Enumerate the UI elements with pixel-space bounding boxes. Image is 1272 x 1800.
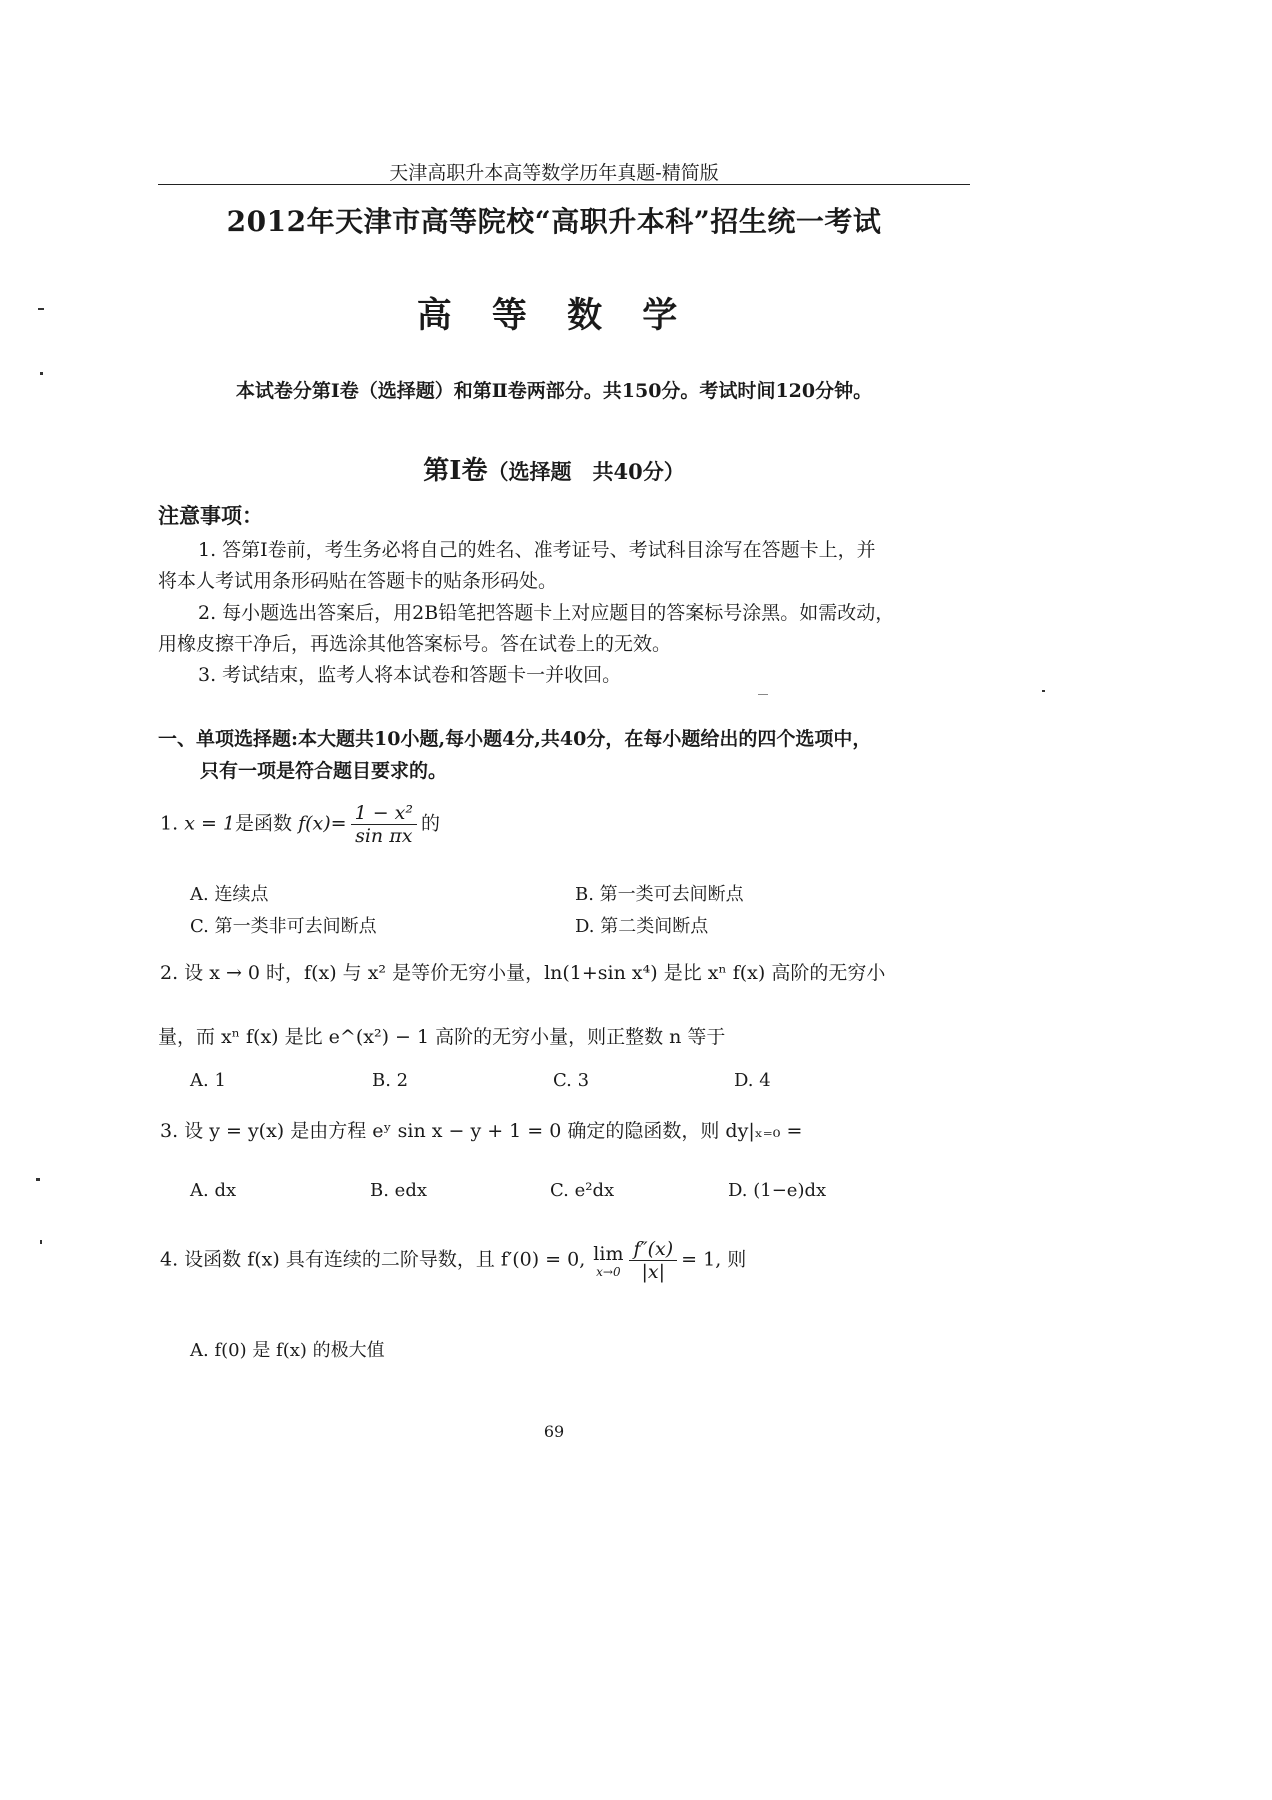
scan-speck	[1042, 690, 1045, 692]
q1-frac-den: sin πx	[355, 825, 413, 847]
q1-text: 是函数	[235, 812, 293, 835]
q2-line-2: 量，而 xⁿ f(x) 是比 e^(x²) − 1 高阶的无穷小量，则正整数 n 等于	[158, 1026, 726, 1048]
q3-option-a: A. dx	[190, 1180, 237, 1201]
q1-option-d: D. 第二类间断点	[575, 916, 709, 937]
notice-heading: 注意事项：	[158, 503, 263, 528]
notice-line-1: 1. 答第Ⅰ卷前，考生务必将自己的姓名、准考证号、考试科目涂写在答题卡上，并	[198, 539, 876, 561]
scan-speck	[38, 308, 44, 310]
header-rule	[158, 184, 970, 185]
exam-title: 2012年天津市高等院校“高职升本科”招生统一考试	[226, 205, 882, 238]
scan-speck	[36, 1178, 40, 1181]
running-header: 天津高职升本高等数学历年真题-精简版	[389, 162, 719, 184]
q3-line: 3. 设 y = y(x) 是由方程 eʸ sin x − y + 1 = 0 确定的隐函数，则 dy|ₓ₌₀ =	[160, 1120, 803, 1142]
subject-title: 高 等 数 学	[416, 295, 692, 336]
q1-tail: 的	[420, 812, 440, 835]
q4-limit	[593, 1243, 623, 1279]
q1-option-b: B. 第一类可去间断点	[575, 884, 744, 905]
q2-line-1: 2. 设 x → 0 时，f(x) 与 x² 是等价无穷小量，ln(1+sin x⁴) 是比 xⁿ f(x) 高阶的无穷小	[160, 962, 886, 984]
page-number: 69	[543, 1422, 565, 1441]
exam-intro: 本试卷分第Ⅰ卷（选择题）和第Ⅱ卷两部分。共150分。考试时间120分钟。	[235, 380, 873, 402]
scan-speck	[758, 694, 768, 695]
q1-lhs: x = 1	[184, 812, 235, 835]
q2-option-b: B. 2	[372, 1070, 409, 1091]
q4-lim-sub: x→0	[596, 1264, 621, 1279]
part1-subtitle: （选择题 共40分）	[487, 459, 685, 484]
q1-option-c: C. 第一类非可去间断点	[190, 916, 377, 937]
q3-option-b: B. edx	[370, 1180, 427, 1201]
q2-option-c: C. 3	[553, 1070, 590, 1091]
q4-lim: lim	[593, 1242, 624, 1265]
section1-line-2: 只有一项是符合题目要求的。	[200, 760, 448, 782]
q3-option-d: D. (1−e)dx	[728, 1180, 827, 1201]
q4-frac-den: |x|	[641, 1261, 666, 1283]
q3-option-c: C. e²dx	[550, 1180, 615, 1201]
q4-fraction	[629, 1238, 677, 1283]
question-4	[160, 1238, 746, 1283]
notice-line-2: 将本人考试用条形码贴在答题卡的贴条形码处。	[158, 570, 558, 592]
notice-line-4: 用橡皮擦干净后，再选涂其他答案标号。答在试卷上的无效。	[158, 633, 672, 655]
q4-pre: 4. 设函数 f(x) 具有连续的二阶导数，且 f′(0) = 0,	[160, 1248, 586, 1271]
q4-frac-num: f″(x)	[629, 1238, 677, 1261]
q2-option-d: D. 4	[734, 1070, 771, 1091]
q1-fraction	[351, 802, 417, 847]
q2-option-a: A. 1	[190, 1070, 226, 1091]
scan-speck	[40, 372, 43, 375]
q4-option-a: A. f(0) 是 f(x) 的极大值	[190, 1340, 385, 1361]
question-1	[160, 802, 440, 847]
q1-number: 1.	[160, 812, 179, 835]
part1-heading	[0, 450, 1108, 487]
part1-title: 第Ⅰ卷	[423, 456, 488, 486]
q1-func: f(x)=	[298, 812, 347, 835]
q1-frac-num: 1 − x²	[351, 802, 417, 825]
q1-option-a: A. 连续点	[190, 884, 269, 905]
notice-line-3: 2. 每小题选出答案后，用2B铅笔把答题卡上对应题目的答案标号涂黑。如需改动，	[198, 602, 895, 624]
scan-speck	[40, 1240, 42, 1244]
notice-line-5: 3. 考试结束，监考人将本试卷和答题卡一并收回。	[198, 664, 622, 686]
section1-line-1: 一、单项选择题:本大题共10小题,每小题4分,共40分，在每小题给出的四个选项中，	[158, 728, 872, 750]
q4-post: = 1, 则	[681, 1248, 747, 1271]
